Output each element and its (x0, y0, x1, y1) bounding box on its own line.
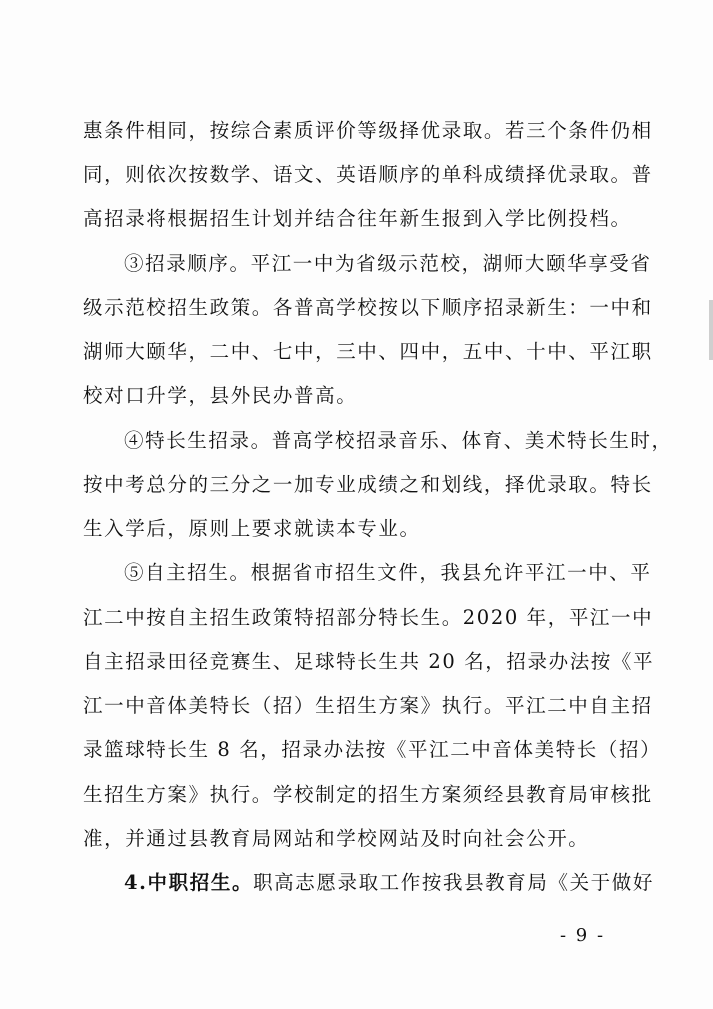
text-line: 同，则依次按数学、语文、英语顺序的单科成绩择优录取。普 (83, 163, 653, 186)
text-line: 录篮球特长生 8 名，招录办法按《平江二中音体美特长（招） (83, 738, 662, 761)
text-line: 自主招录田径竞赛生、足球特长生共 20 名，招录办法按《平 (83, 650, 655, 673)
text-line: 按中考总分的三分之一加专业成绩之和划线，择优录取。特长 (83, 473, 653, 496)
text-line: 生招生方案》执行。学校制定的招生方案须经县教育局审核批 (83, 783, 653, 806)
text-line: ④特长生招录。普高学校招录音乐、体育、美术特长生时， (124, 429, 673, 452)
section-heading-line (124, 870, 654, 896)
text-line: 惠条件相同，按综合素质评价等级择优录取。若三个条件仍相 (83, 119, 653, 142)
text-line: ③招录顺序。平江一中为省级示范校，湖师大颐华享受省 (124, 252, 652, 275)
section-text: 职高志愿录取工作按我县教育局《关于做好 (253, 871, 654, 894)
text-line: 准，并通过县教育局网站和学校网站及时向社会公开。 (83, 827, 590, 850)
text-line: 江一中音体美特长（招）生招生方案》执行。平江二中自主招 (83, 694, 653, 717)
text-line: 级示范校招生政策。各普高学校按以下顺序招录新生：一中和 (83, 296, 653, 319)
section-heading: 4.中职招生。 (124, 871, 254, 894)
text-line: 校对口升学，县外民办普高。 (83, 384, 358, 407)
text-line: ⑤自主招生。根据省市招生文件，我县允许平江一中、平 (124, 561, 652, 584)
text-line: 江二中按自主招生政策特招部分特长生。2020 年，平江一中 (83, 606, 654, 629)
text-line: 生入学后，原则上要求就读本专业。 (83, 517, 421, 540)
text-line: 高招录将根据招生计划并结合往年新生报到入学比例投档。 (83, 207, 632, 230)
scan-edge-mark (709, 300, 713, 360)
text-line: 湖师大颐华，二中、七中，三中、四中，五中、十中、平江职 (83, 340, 653, 363)
page-number: - 9 - (560, 925, 606, 946)
